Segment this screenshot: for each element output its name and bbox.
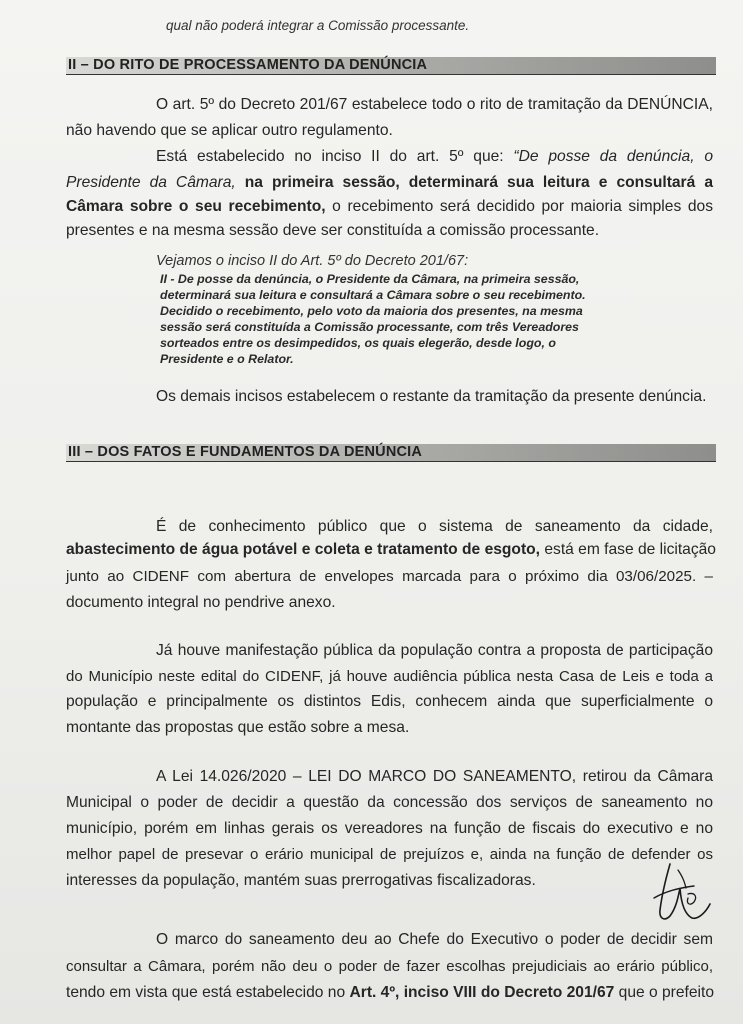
quote-line: Decidido o recebimento, pelo voto da maioria dos presentes, na mesma bbox=[160, 304, 583, 318]
text-run: o recebimento será decidido por maioria simples dos bbox=[325, 198, 713, 215]
paragraph-line: população e principalmente os distintos Edis, conhecem ainda que superficialmente o bbox=[66, 693, 713, 710]
quote-line: II - De posse da denúncia, o Presidente da Câmara, na primeira sessão, bbox=[160, 272, 580, 286]
text-run: está em fase de licitação bbox=[540, 541, 716, 558]
text-run-bold: Art. 4º, inciso VIII do Decreto 201/67 bbox=[349, 984, 615, 1001]
text-run-italic: Presidente da Câmara, bbox=[66, 174, 245, 191]
top-line: qual não poderá integrar a Comissão processante. bbox=[166, 18, 470, 33]
quote-line: determinará sua leitura e consultará a Câmara sobre o seu recebimento. bbox=[160, 288, 586, 302]
quote-line: Presidente e o Relator. bbox=[160, 352, 294, 366]
paragraph-line: melhor papel de presevar o erário municipal de prejuízos e, ainda na função de defender os bbox=[66, 846, 713, 863]
paragraph-line bbox=[66, 173, 713, 193]
paragraph-line: consultar a Câmara, porém não deu o poder de fazer escolhas prejudiciais ao erário público, bbox=[66, 958, 713, 975]
text-run-bold: Câmara sobre o seu recebimento, bbox=[66, 198, 326, 215]
text-run-bold: abastecimento de água potável e coleta e tratamento de esgoto, bbox=[66, 541, 541, 558]
paragraph-line: documento integral no pendrive anexo. bbox=[66, 594, 336, 611]
paragraph-line: do Município neste edital do CIDENF, já houve audiência pública nesta Casa de Leis e toda a bbox=[66, 668, 713, 685]
paragraph-line: O art. 5º do Decreto 201/67 estabelece todo o rito de tramitação da DENÚNCIA, bbox=[156, 96, 713, 113]
paragraph-line: município, porém em linhas gerais os vereadores na função de fiscais do executivo e no bbox=[66, 820, 713, 837]
paragraph-line: Municipal o poder de decidir a questão da concessão dos serviços de saneamento no bbox=[66, 794, 713, 811]
paragraph-line bbox=[66, 983, 713, 1003]
quote-intro: Vejamos o inciso II do Art. 5º do Decreto 201/67: bbox=[156, 253, 469, 269]
text-run-bold: na primeira sessão, determinará sua leitura e consultará a bbox=[244, 174, 713, 191]
paragraph-line: junto ao CIDENF com abertura de envelopes marcada para o próximo dia 03/06/2025. – bbox=[66, 568, 713, 585]
paragraph-line bbox=[66, 540, 716, 560]
section-heading-fatos-text: III – DOS FATOS E FUNDAMENTOS DA DENÚNCIA bbox=[68, 444, 423, 460]
quote-line: sessão será constituída a Comissão processante, com três Vereadores bbox=[160, 320, 579, 334]
paragraph-line bbox=[66, 197, 713, 217]
paragraph-line: Já houve manifestação pública da população contra a proposta de participação bbox=[156, 642, 713, 659]
paragraph-line: montante das propostas que estão sobre a mesa. bbox=[66, 719, 410, 736]
text-run-italic: “De posse da denúncia, o bbox=[513, 148, 713, 165]
paragraph-line: interesses da população, mantém suas prerrogativas fiscalizadoras. bbox=[66, 872, 536, 889]
section-heading-rito-text: II – DO RITO DE PROCESSAMENTO DA DENÚNCIA bbox=[68, 57, 428, 73]
section-heading-rito bbox=[66, 57, 716, 75]
text-run: tendo em vista que está estabelecido no bbox=[66, 984, 350, 1001]
quote-line: sorteados entre os desimpedidos, os quais elegerão, desde logo, o bbox=[160, 336, 556, 350]
paragraph-line bbox=[66, 147, 713, 167]
text-run: Está estabelecido no inciso II do art. 5º que: bbox=[156, 148, 514, 165]
paragraph-line: É de conhecimento público que o sistema de saneamento da cidade, bbox=[156, 518, 713, 535]
paragraph-line: presentes e na mesma sessão deve ser constituída a comissão processante. bbox=[66, 222, 600, 239]
paragraph-line: A Lei 14.026/2020 – LEI DO MARCO DO SANEAMENTO, retirou da Câmara bbox=[156, 768, 713, 785]
paragraph-line: O marco do saneamento deu ao Chefe do Executivo o poder de decidir sem bbox=[156, 931, 713, 948]
paragraph-line: Os demais incisos estabelecem o restante da tramitação da presente denúncia. bbox=[156, 388, 707, 405]
signature-initials bbox=[648, 858, 718, 928]
paragraph-line: não havendo que se aplicar outro regulamento. bbox=[66, 122, 393, 139]
text-run: que o prefeito bbox=[614, 984, 715, 1001]
section-heading-fatos bbox=[66, 444, 716, 462]
